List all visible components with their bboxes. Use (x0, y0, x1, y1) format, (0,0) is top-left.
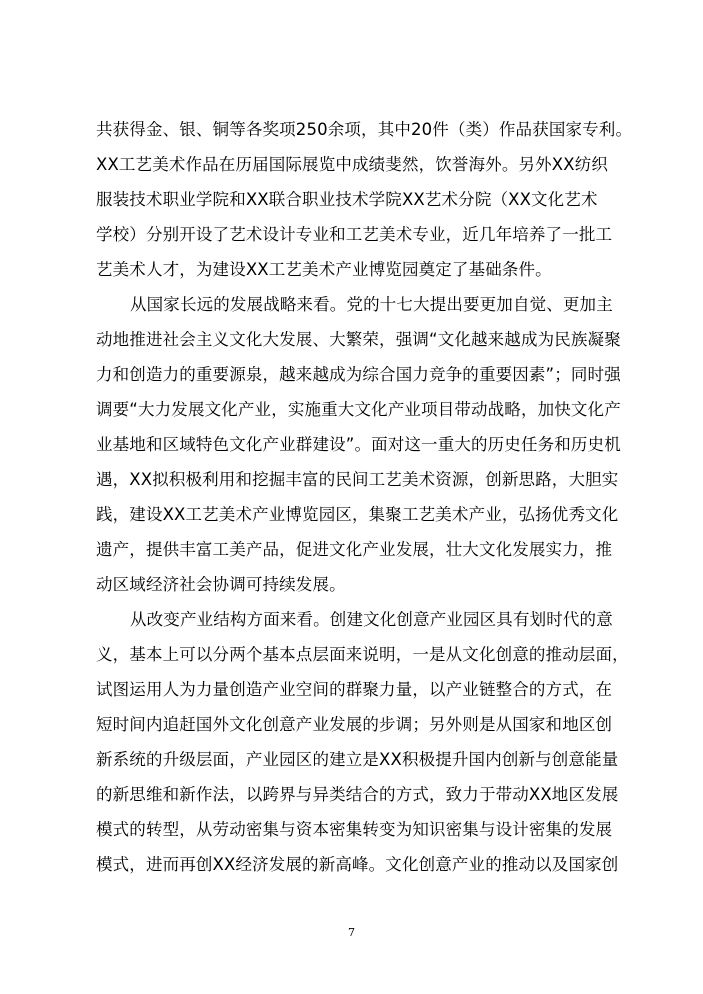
text-line: 艺美术人才，为建设XX工艺美术产业博览园奠定了基础条件。 (96, 260, 552, 279)
text-line: 模式，进而再创XX经济发展的新高峰。文化创意产业的推动以及国家创 (96, 855, 619, 874)
text-line: 动地推进社会主义文化大发展、大繁荣，强调“文化越来越成为民族凝聚 (96, 330, 621, 349)
text-line: 新系统的升级层面，产业园区的建立是XX积极提升国内创新与创意能量 (96, 750, 619, 769)
paragraph-start-line: 从国家长远的发展战略来看。党的十七大提出要更加自觉、更加主 (130, 295, 613, 314)
text-line: 的新思维和新作法，以跨界与异类结合的方式，致力于带动XX地区发展 (96, 785, 619, 804)
text-line: 践，建设XX工艺美术产业博览园区，集聚工艺美术产业，弘扬优秀文化 (96, 505, 619, 524)
text-line: 服装技术职业学院和XX联合职业技术学院XX艺术分院（XX文化艺术 (96, 190, 598, 209)
text-line: 义，基本上可以分两个基本点层面来说明，一是从文化创意的推动层面， (96, 645, 629, 664)
text-line: 共获得金、银、铜等各奖项250余项，其中20件（类）作品获国家专利。 (96, 120, 633, 139)
text-line: XX工艺美术作品在历届国际展览中成绩斐然，饮誉海外。另外XX纺织 (96, 155, 609, 174)
text-line: 业基地和区域特色文化产业群建设”。面对这一重大的历史任务和历史机 (96, 435, 621, 454)
page-number: 7 (348, 926, 355, 939)
text-line: 学校）分别开设了艺术设计专业和工艺美术专业，近几年培养了一批工 (96, 225, 613, 244)
text-line: 力和创造力的重要源泉，越来越成为综合国力竞争的重要因素”；同时强 (96, 365, 621, 384)
text-line: 遇，XX拟积极利用和挖掘丰富的民间工艺美术资源，创新思路，大胆实 (96, 470, 619, 489)
text-line: 动区域经济社会协调可持续发展。 (96, 575, 346, 594)
text-line: 遗产，提供丰富工美产品，促进文化产业发展，壮大文化发展实力，推 (96, 540, 613, 559)
text-line: 模式的转型，从劳动密集与资本密集转变为知识密集与设计密集的发展 (96, 820, 613, 839)
text-line: 试图运用人为力量创造产业空间的群聚力量，以产业链整合的方式，在 (96, 680, 613, 699)
text-line: 调要“大力发展文化产业，实施重大文化产业项目带动战略，加快文化产 (96, 400, 621, 419)
text-line: 短时间内追赶国外文化创意产业发展的步调；另外则是从国家和地区创 (96, 715, 613, 734)
paragraph-start-line: 从改变产业结构方面来看。创建文化创意产业园区具有划时代的意 (130, 610, 613, 629)
